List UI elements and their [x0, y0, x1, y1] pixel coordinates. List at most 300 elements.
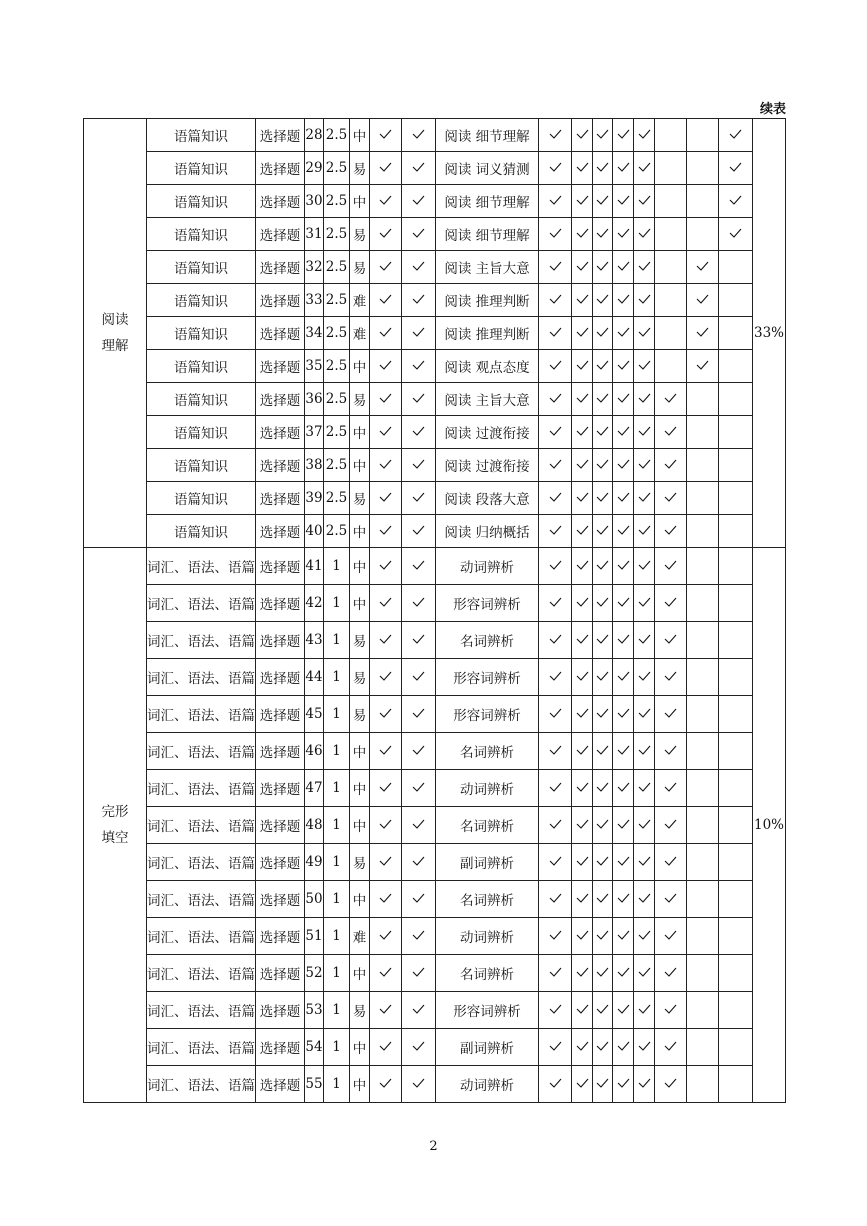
difficulty-cell: 中: [350, 955, 370, 992]
check-cell: [572, 482, 593, 515]
check-cell: [572, 383, 593, 416]
check-icon: [664, 1078, 677, 1088]
check-icon: [549, 893, 562, 903]
check-cell: [370, 119, 402, 152]
check-cell: [634, 807, 655, 844]
check-cell: [655, 733, 687, 770]
score-cell: 1: [324, 770, 350, 807]
empty-cell: [687, 416, 719, 449]
score-cell: 1: [324, 1066, 350, 1103]
check-icon: [549, 294, 562, 304]
check-cell: [402, 622, 436, 659]
question-type-cell: 选择题: [256, 733, 305, 770]
content-cell: 词汇、语法、语篇: [147, 955, 256, 992]
check-cell: [687, 317, 719, 350]
check-cell: [593, 119, 613, 152]
check-icon: [412, 597, 425, 607]
check-icon: [617, 708, 630, 718]
check-cell: [593, 955, 613, 992]
check-icon: [412, 525, 425, 535]
skill-cell: 动词辨析: [436, 918, 539, 955]
check-icon: [638, 426, 651, 436]
check-icon: [379, 459, 392, 469]
check-icon: [664, 492, 677, 502]
check-cell: [539, 515, 572, 548]
check-cell: [593, 992, 613, 1029]
check-cell: [539, 955, 572, 992]
check-icon: [549, 782, 562, 792]
check-cell: [370, 622, 402, 659]
question-number-cell: 51: [305, 918, 324, 955]
question-number-cell: 47: [305, 770, 324, 807]
check-cell: [370, 770, 402, 807]
content-cell: 词汇、语法、语篇: [147, 659, 256, 696]
check-icon: [729, 228, 742, 238]
check-icon: [379, 819, 392, 829]
check-cell: [634, 218, 655, 251]
check-cell: [539, 585, 572, 622]
table-row: [84, 955, 786, 992]
check-icon: [596, 525, 609, 535]
check-cell: [572, 881, 593, 918]
check-cell: [613, 284, 634, 317]
check-cell: [655, 416, 687, 449]
question-number-cell: 35: [305, 350, 324, 383]
question-number-cell: 54: [305, 1029, 324, 1066]
check-icon: [379, 560, 392, 570]
question-type-cell: 选择题: [256, 585, 305, 622]
skill-cell: 动词辨析: [436, 1066, 539, 1103]
check-icon: [638, 745, 651, 755]
score-cell: 1: [324, 992, 350, 1029]
check-cell: [402, 585, 436, 622]
content-cell: 语篇知识: [147, 185, 256, 218]
check-icon: [664, 819, 677, 829]
check-cell: [370, 585, 402, 622]
table-row: [84, 844, 786, 881]
check-icon: [412, 162, 425, 172]
check-icon: [596, 228, 609, 238]
question-number-cell: 31: [305, 218, 324, 251]
section-name: [84, 548, 147, 1103]
question-type-cell: 选择题: [256, 482, 305, 515]
check-cell: [370, 696, 402, 733]
score-cell: 2.5: [324, 350, 350, 383]
check-cell: [402, 251, 436, 284]
check-icon: [576, 1041, 589, 1051]
check-icon: [576, 893, 589, 903]
question-type-cell: 选择题: [256, 622, 305, 659]
check-cell: [539, 1066, 572, 1103]
check-cell: [370, 449, 402, 482]
content-cell: 词汇、语法、语篇: [147, 918, 256, 955]
check-icon: [412, 261, 425, 271]
question-type-cell: 选择题: [256, 918, 305, 955]
check-icon: [664, 459, 677, 469]
empty-cell: [719, 918, 753, 955]
table-row: [84, 548, 786, 585]
question-number-cell: 44: [305, 659, 324, 696]
check-icon: [576, 930, 589, 940]
check-icon: [412, 393, 425, 403]
check-cell: [572, 918, 593, 955]
check-icon: [412, 1004, 425, 1014]
check-icon: [412, 634, 425, 644]
check-icon: [412, 327, 425, 337]
check-cell: [539, 807, 572, 844]
difficulty-cell: 中: [350, 515, 370, 548]
check-icon: [638, 782, 651, 792]
check-icon: [379, 1041, 392, 1051]
question-number-cell: 33: [305, 284, 324, 317]
check-icon: [549, 1041, 562, 1051]
check-cell: [634, 696, 655, 733]
check-icon: [576, 492, 589, 502]
check-icon: [596, 819, 609, 829]
check-cell: [370, 918, 402, 955]
content-cell: 语篇知识: [147, 317, 256, 350]
check-icon: [617, 162, 630, 172]
check-icon: [617, 261, 630, 271]
check-cell: [634, 918, 655, 955]
check-icon: [379, 129, 392, 139]
score-cell: 2.5: [324, 515, 350, 548]
table-row: [84, 622, 786, 659]
content-cell: 语篇知识: [147, 416, 256, 449]
empty-cell: [687, 696, 719, 733]
check-icon: [638, 459, 651, 469]
check-icon: [664, 967, 677, 977]
check-cell: [655, 383, 687, 416]
score-cell: 2.5: [324, 251, 350, 284]
empty-cell: [687, 119, 719, 152]
check-icon: [576, 162, 589, 172]
check-icon: [596, 708, 609, 718]
question-number-cell: 36: [305, 383, 324, 416]
skill-cell: 阅读 细节理解: [436, 218, 539, 251]
check-cell: [539, 383, 572, 416]
question-number-cell: 32: [305, 251, 324, 284]
difficulty-cell: 难: [350, 918, 370, 955]
check-cell: [572, 416, 593, 449]
check-icon: [664, 560, 677, 570]
skill-cell: 动词辨析: [436, 770, 539, 807]
check-cell: [370, 1029, 402, 1066]
section-name-line: 理解: [101, 338, 129, 354]
check-icon: [412, 459, 425, 469]
exam-spec-table: [83, 118, 786, 1103]
check-icon: [638, 1078, 651, 1088]
check-cell: [593, 350, 613, 383]
empty-cell: [687, 659, 719, 696]
check-cell: [539, 482, 572, 515]
table-row: [84, 350, 786, 383]
check-icon: [596, 967, 609, 977]
check-icon: [638, 560, 651, 570]
check-icon: [549, 745, 562, 755]
question-type-cell: 选择题: [256, 350, 305, 383]
check-cell: [539, 881, 572, 918]
skill-cell: 阅读 过渡衔接: [436, 416, 539, 449]
check-icon: [638, 1041, 651, 1051]
check-cell: [539, 659, 572, 696]
check-cell: [613, 416, 634, 449]
check-icon: [576, 261, 589, 271]
section-percent: 33%: [753, 119, 786, 548]
empty-cell: [655, 284, 687, 317]
check-icon: [549, 162, 562, 172]
score-cell: 1: [324, 659, 350, 696]
check-cell: [572, 218, 593, 251]
check-icon: [596, 261, 609, 271]
check-icon: [549, 393, 562, 403]
table-caption: 续表: [759, 102, 786, 117]
content-cell: 语篇知识: [147, 449, 256, 482]
empty-cell: [687, 881, 719, 918]
check-icon: [617, 327, 630, 337]
check-icon: [576, 360, 589, 370]
empty-cell: [687, 1066, 719, 1103]
check-icon: [617, 129, 630, 139]
check-icon: [664, 426, 677, 436]
check-cell: [402, 383, 436, 416]
check-icon: [576, 1004, 589, 1014]
check-icon: [412, 360, 425, 370]
empty-cell: [719, 515, 753, 548]
check-icon: [576, 745, 589, 755]
check-icon: [576, 294, 589, 304]
score-cell: 1: [324, 696, 350, 733]
check-cell: [719, 185, 753, 218]
check-cell: [572, 515, 593, 548]
check-icon: [379, 1078, 392, 1088]
check-icon: [729, 162, 742, 172]
check-cell: [634, 992, 655, 1029]
check-cell: [402, 548, 436, 585]
empty-cell: [687, 383, 719, 416]
check-cell: [572, 185, 593, 218]
check-cell: [402, 119, 436, 152]
check-icon: [596, 856, 609, 866]
check-icon: [617, 1078, 630, 1088]
question-type-cell: 选择题: [256, 416, 305, 449]
score-cell: 1: [324, 733, 350, 770]
check-icon: [638, 129, 651, 139]
empty-cell: [719, 284, 753, 317]
check-cell: [655, 955, 687, 992]
check-icon: [379, 745, 392, 755]
check-cell: [402, 482, 436, 515]
check-icon: [617, 745, 630, 755]
check-cell: [402, 284, 436, 317]
table-row: [84, 918, 786, 955]
score-cell: 1: [324, 622, 350, 659]
check-icon: [729, 195, 742, 205]
table-row: [84, 659, 786, 696]
question-type-cell: 选择题: [256, 317, 305, 350]
check-cell: [634, 383, 655, 416]
check-icon: [596, 782, 609, 792]
check-icon: [696, 261, 709, 271]
skill-cell: 阅读 推理判断: [436, 284, 539, 317]
check-icon: [576, 195, 589, 205]
check-cell: [613, 1029, 634, 1066]
check-icon: [549, 560, 562, 570]
check-icon: [596, 671, 609, 681]
check-icon: [638, 893, 651, 903]
difficulty-cell: 中: [350, 733, 370, 770]
skill-cell: 形容词辨析: [436, 992, 539, 1029]
check-cell: [572, 807, 593, 844]
empty-cell: [719, 733, 753, 770]
question-type-cell: 选择题: [256, 1029, 305, 1066]
check-icon: [412, 294, 425, 304]
check-icon: [412, 492, 425, 502]
empty-cell: [687, 185, 719, 218]
difficulty-cell: 中: [350, 416, 370, 449]
question-type-cell: 选择题: [256, 119, 305, 152]
check-cell: [370, 383, 402, 416]
check-cell: [634, 449, 655, 482]
check-icon: [549, 634, 562, 644]
score-cell: 2.5: [324, 185, 350, 218]
check-cell: [593, 152, 613, 185]
check-cell: [634, 152, 655, 185]
check-icon: [596, 459, 609, 469]
check-icon: [412, 1078, 425, 1088]
check-cell: [613, 844, 634, 881]
check-cell: [634, 1029, 655, 1066]
score-cell: 2.5: [324, 284, 350, 317]
content-cell: 词汇、语法、语篇: [147, 548, 256, 585]
score-cell: 2.5: [324, 119, 350, 152]
check-cell: [539, 733, 572, 770]
check-cell: [634, 317, 655, 350]
difficulty-cell: 中: [350, 1066, 370, 1103]
check-icon: [617, 782, 630, 792]
skill-cell: 阅读 主旨大意: [436, 251, 539, 284]
question-type-cell: 选择题: [256, 548, 305, 585]
check-icon: [617, 597, 630, 607]
check-icon: [638, 195, 651, 205]
content-cell: 词汇、语法、语篇: [147, 844, 256, 881]
check-cell: [719, 218, 753, 251]
table-row: [84, 1066, 786, 1103]
content-cell: 语篇知识: [147, 152, 256, 185]
check-cell: [613, 770, 634, 807]
empty-cell: [719, 548, 753, 585]
check-icon: [412, 819, 425, 829]
check-icon: [617, 294, 630, 304]
check-icon: [412, 1041, 425, 1051]
check-cell: [634, 770, 655, 807]
check-icon: [617, 671, 630, 681]
question-number-cell: 40: [305, 515, 324, 548]
check-cell: [613, 185, 634, 218]
skill-cell: 阅读 细节理解: [436, 185, 539, 218]
check-cell: [593, 284, 613, 317]
check-cell: [572, 659, 593, 696]
check-icon: [617, 930, 630, 940]
score-cell: 1: [324, 918, 350, 955]
check-cell: [370, 548, 402, 585]
check-cell: [539, 350, 572, 383]
check-cell: [613, 515, 634, 548]
empty-cell: [655, 350, 687, 383]
content-cell: 词汇、语法、语篇: [147, 770, 256, 807]
check-icon: [638, 819, 651, 829]
check-icon: [379, 525, 392, 535]
skill-cell: 阅读 词义猜测: [436, 152, 539, 185]
page-number: 2: [429, 1139, 438, 1154]
table-row: [84, 218, 786, 251]
content-cell: 语篇知识: [147, 284, 256, 317]
check-cell: [613, 152, 634, 185]
difficulty-cell: 中: [350, 350, 370, 383]
difficulty-cell: 中: [350, 185, 370, 218]
question-number-cell: 52: [305, 955, 324, 992]
check-cell: [655, 807, 687, 844]
check-icon: [638, 393, 651, 403]
table-row: [84, 119, 786, 152]
table-row: [84, 585, 786, 622]
check-icon: [617, 1004, 630, 1014]
check-cell: [593, 622, 613, 659]
check-cell: [687, 251, 719, 284]
difficulty-cell: 易: [350, 992, 370, 1029]
empty-cell: [719, 317, 753, 350]
question-type-cell: 选择题: [256, 881, 305, 918]
check-icon: [617, 819, 630, 829]
check-icon: [412, 856, 425, 866]
check-cell: [634, 350, 655, 383]
empty-cell: [719, 881, 753, 918]
question-type-cell: 选择题: [256, 844, 305, 881]
check-cell: [593, 383, 613, 416]
check-icon: [638, 162, 651, 172]
check-cell: [655, 696, 687, 733]
check-cell: [402, 807, 436, 844]
empty-cell: [687, 585, 719, 622]
empty-cell: [719, 350, 753, 383]
check-cell: [634, 119, 655, 152]
question-type-cell: 选择题: [256, 770, 305, 807]
check-cell: [719, 152, 753, 185]
check-cell: [593, 696, 613, 733]
table-row: [84, 515, 786, 548]
difficulty-cell: 易: [350, 218, 370, 251]
question-type-cell: 选择题: [256, 383, 305, 416]
check-cell: [572, 284, 593, 317]
check-icon: [596, 745, 609, 755]
table-row: [84, 992, 786, 1029]
check-cell: [370, 992, 402, 1029]
check-cell: [370, 284, 402, 317]
check-icon: [664, 708, 677, 718]
check-cell: [539, 1029, 572, 1066]
empty-cell: [655, 218, 687, 251]
check-cell: [370, 317, 402, 350]
check-icon: [379, 360, 392, 370]
question-number-cell: 38: [305, 449, 324, 482]
empty-cell: [655, 317, 687, 350]
empty-cell: [687, 1029, 719, 1066]
check-icon: [596, 426, 609, 436]
empty-cell: [687, 152, 719, 185]
difficulty-cell: 中: [350, 585, 370, 622]
check-icon: [617, 393, 630, 403]
check-cell: [613, 696, 634, 733]
